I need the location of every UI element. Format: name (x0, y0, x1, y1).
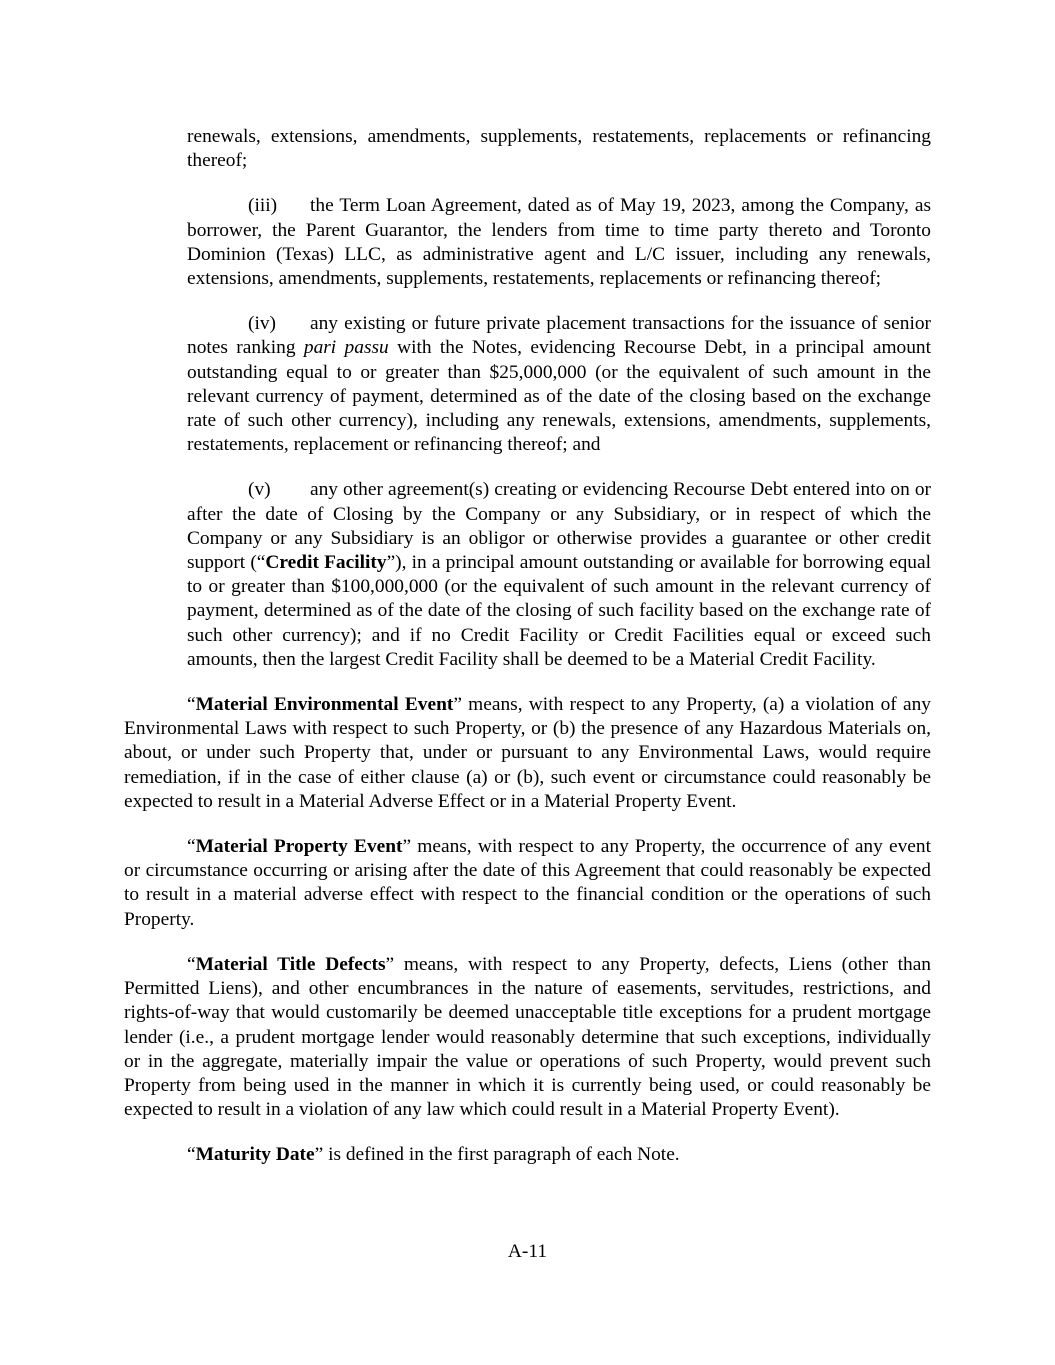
paragraph-text: any existing or future private placement transactions for the issuance of senior notes ranking (187, 313, 931, 359)
paragraph-text: the Term Loan Agreement, dated as of May 19, 2023, among the Company, as borrower, the Parent Guarantor, the lenders from time to time party thereto and Toronto Dominion (Texas) LLC, as administrative agent and L/C issuer, including any renewals, extensions, amendments, supplements, restatements, replacements or refinancing thereof; (187, 195, 931, 290)
paragraph-text: with the Notes, evidencing Recourse Debt, in a principal amount outstanding equal to or greater than $25,000,000 (or the equivalent of such amount in the relevant currency of payment, determined as of the date of the closing based on the exchange rate of such other currency), including any renewals, extensions, amendments, supplements, restatements, replacement or refinancing thereof; and (187, 337, 931, 456)
paragraph-text: ” means, with respect to any Property, (a) a violation of any Environmental Laws with respect to such Property, or (b) the presence of any Hazardous Materials on, about, or under such Property that, under or pursuant to any Environmental Laws, would require remediation, if in the case of either clause (a) or (b), such event or circumstance could reasonably be expected to result in a Material Adverse Effect or in a Material Property Event. (124, 694, 931, 812)
italic-term: pari passu (303, 337, 389, 359)
clause-label: (iv) (248, 313, 276, 335)
defined-term: Credit Facility (265, 552, 387, 574)
quote-open: “ (187, 836, 196, 858)
document-body (124, 0, 931, 1168)
definition-material-environmental-event (124, 693, 931, 814)
quote-open: “ (187, 953, 196, 975)
definition-material-property-event (124, 835, 931, 932)
paragraph-text: renewals, extensions, amendments, supplements, restatements, replacements or refinancing thereof; (187, 126, 931, 172)
clause-label: (iii) (248, 195, 278, 217)
paragraph-text: ”), in a principal amount outstanding or available for borrowing equal to or greater than $100,000,000 (or the equivalent of such amount in the relevant currency of payment, determined as of the date of the closing of such facility based on the exchange rate of such other currency); and if no Credit Facility or Credit Facilities equal or exceed such amounts, then the largest Credit Facility shall be deemed to be a Material Credit Facility. (187, 552, 931, 670)
defined-term: Material Title Defects (195, 953, 386, 975)
defined-term: Material Property Event (195, 836, 403, 858)
paragraph-text: any other agreement(s) creating or evidencing Recourse Debt entered into on or after the date of Closing by the Company or any Subsidiary, or in respect of which the Company or any Subsidiary is an obligor or otherwise provides a guarantee or other credit support (“ (187, 479, 931, 574)
clause-iv (187, 312, 931, 457)
paragraph-text: ” means, with respect to any Property, the occurrence of any event or circumstance occurring or arising after the date of this Agreement that could reasonably be expected to result in a material adverse effect with respect to the financial condition or the operations of such Property. (124, 836, 931, 930)
quote-open: “ (187, 694, 196, 716)
clause-v (187, 478, 931, 672)
defined-term: Material Environmental Event (195, 694, 454, 716)
paragraph-text: ” means, with respect to any Property, defects, Liens (other than Permitted Liens), and other encumbrances in the nature of easements, servitudes, restrictions, and rights-of-way that would customarily be deemed unacceptable title exceptions for a prudent mortgage lender (i.e., a prudent mortgage lender would reasonably determine that such exceptions, individually or in the aggregate, materially impair the value or operations of such Property, would prevent such Property from being used in the manner in which it is currently being used, or could reasonably be expected to result in a violation of any law which could result in a Material Property Event). (124, 953, 931, 1121)
definition-maturity-date (124, 1143, 931, 1167)
page-number: A-11 (507, 1240, 548, 1262)
clause-iii (187, 194, 931, 291)
quote-open: “ (187, 1144, 196, 1166)
defined-term: Maturity Date (195, 1144, 315, 1166)
clause-label: (v) (248, 479, 271, 501)
paragraph-continuation (187, 125, 931, 173)
paragraph-text: ” is defined in the first paragraph of each Note. (314, 1144, 680, 1166)
definition-material-title-defects (124, 953, 931, 1122)
